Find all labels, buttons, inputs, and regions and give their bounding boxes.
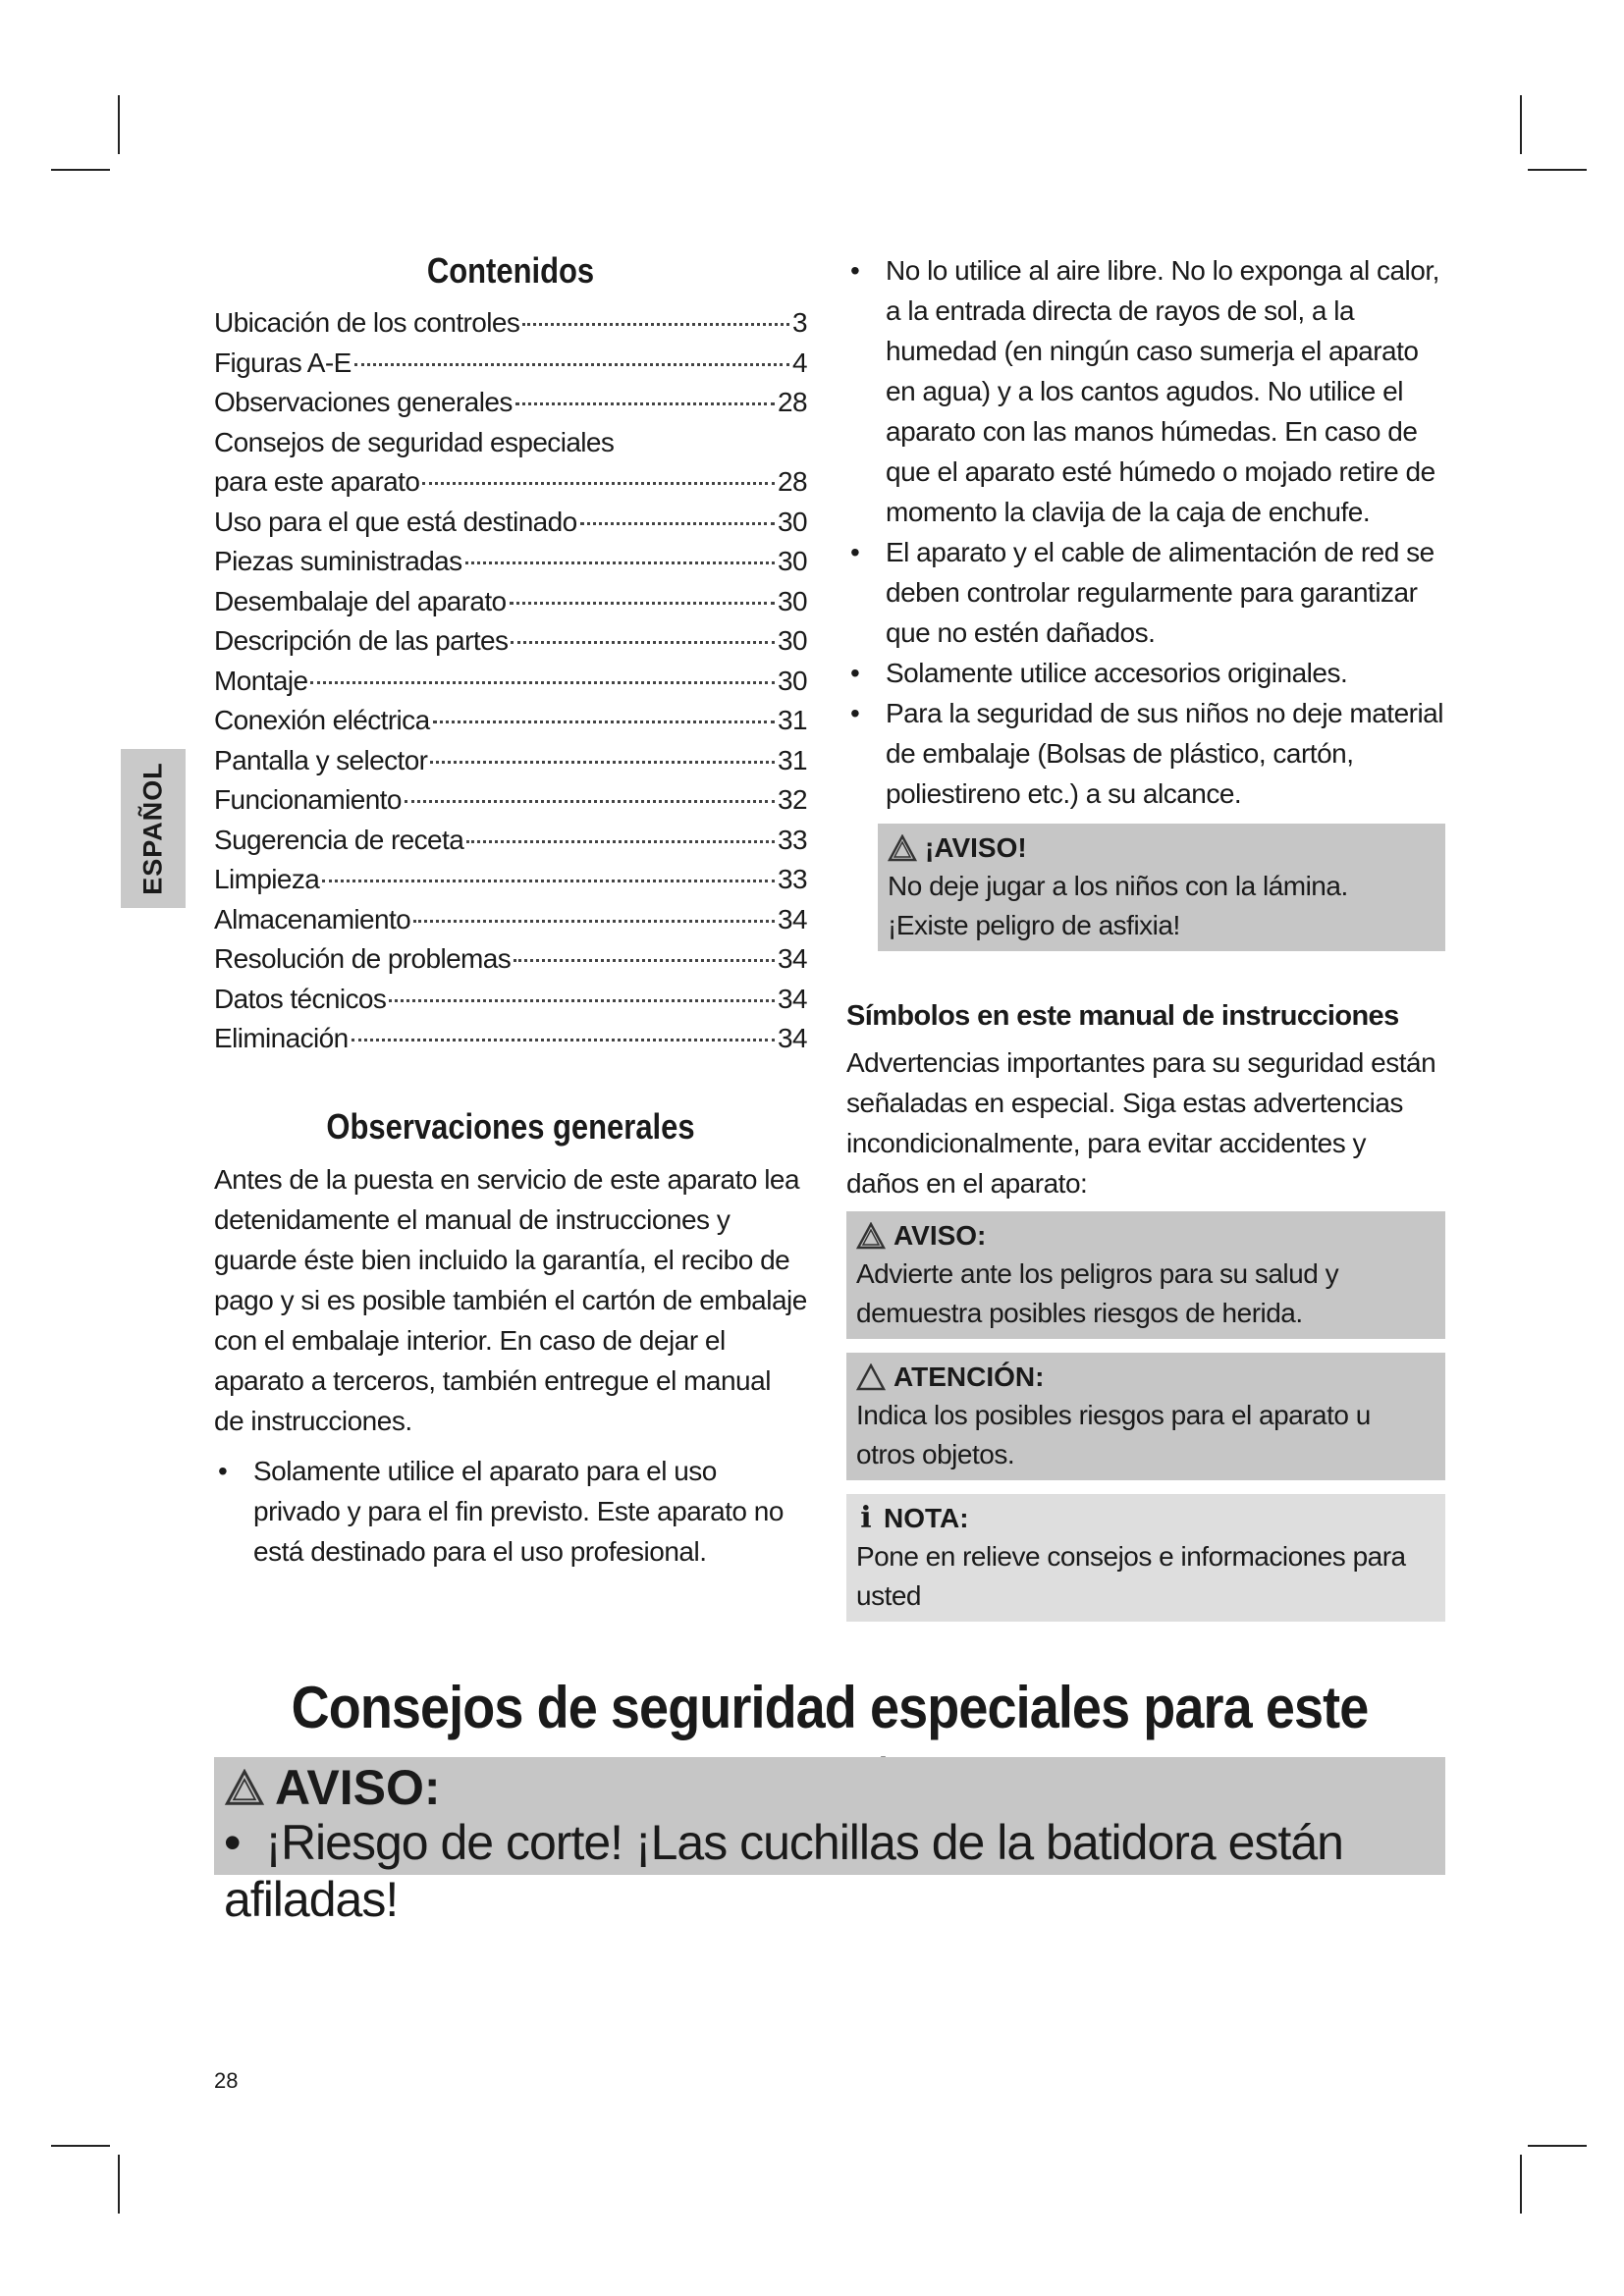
toc-entry-page: 31 xyxy=(778,705,807,735)
toc-leader-dots xyxy=(413,920,775,923)
toc-entry-label: Conexión eléctrica xyxy=(214,705,430,735)
toc-entry xyxy=(214,821,807,861)
toc-entry-label: Piezas suministradas xyxy=(214,546,462,576)
toc-entry-label: Montaje xyxy=(214,665,308,696)
child-warning-text: No deje jugar a los niños con la lámina. ¡Existe peligro de asfixia! xyxy=(888,871,1348,940)
list-item: • El aparato y el cable de alimentación de red se deben controlar regularmente para garantizar que no estén dañados. xyxy=(846,532,1445,653)
toc-entry-label: Funcionamiento xyxy=(214,784,402,815)
toc-leader-dots xyxy=(515,402,775,405)
symbols-title: Símbolos en este manual de instrucciones xyxy=(846,1000,1399,1032)
toc-leader-dots xyxy=(322,880,775,882)
toc-entry-label: Descripción de las partes xyxy=(214,625,509,656)
toc-entry xyxy=(214,582,807,622)
toc-entry-label: Sugerencia de receta xyxy=(214,824,464,855)
aviso-box xyxy=(846,1211,1445,1339)
toc-entry xyxy=(214,780,807,821)
language-tab-label: ESPAÑOL xyxy=(137,762,168,895)
info-icon: i xyxy=(860,1501,872,1535)
atencion-box xyxy=(846,1353,1445,1480)
toc-entry-page: 30 xyxy=(778,585,807,616)
warning-triangle-icon xyxy=(888,834,917,862)
toc-leader-dots xyxy=(310,681,775,684)
safety-bullet: • ¡Riesgo de corte! ¡Las cuchillas de la batidora están afiladas! xyxy=(224,1815,1343,1927)
toc-entry xyxy=(214,503,807,543)
crop-mark xyxy=(1528,169,1587,171)
crop-mark xyxy=(118,2155,120,2214)
toc-entry-label: Ubicación de los controles xyxy=(214,307,520,338)
page-number: 28 xyxy=(214,2068,239,2093)
toc-entry-label: Resolución de problemas xyxy=(214,943,512,974)
warning-triangle-icon xyxy=(856,1222,886,1250)
toc-entry-page: 30 xyxy=(778,506,807,537)
safety-warning-box xyxy=(214,1757,1445,1927)
toc-entry xyxy=(214,383,807,423)
list-item: • No lo utilice al aire libre. No lo exponga al calor, a la entrada directa de rayos de sol, a la humedad (en ningún caso sumerja el aparato en agua) y a los cantos agudos. No utilice el aparato con las manos húmedas. En caso de que el aparato esté húmedo o mojado retire de momento la clavija de la caja de enchufe. xyxy=(846,250,1445,532)
toc-leader-dots xyxy=(511,641,775,644)
list-item: • Para la seguridad de sus niños no deje material de embalaje (Bolsas de plástico, cartón, poliestireno etc.) a su alcance. xyxy=(846,693,1445,814)
nota-box xyxy=(846,1494,1445,1622)
toc-entry-page: 34 xyxy=(778,903,807,934)
toc-entry xyxy=(214,860,807,900)
toc-entry-page: 3 xyxy=(792,307,807,338)
aviso-title: AVISO: xyxy=(856,1217,1435,1255)
toc-leader-dots xyxy=(389,999,775,1002)
right-column xyxy=(846,250,1445,1622)
toc-entry xyxy=(214,900,807,940)
toc-entry-label: Desembalaje del aparato xyxy=(214,585,507,616)
warning-triangle-icon xyxy=(224,1769,265,1806)
toc-entry-label: Figuras A-E xyxy=(214,347,352,378)
toc-entry xyxy=(214,423,807,463)
toc-entry-page: 28 xyxy=(778,466,807,497)
contents-title: Contenidos xyxy=(426,250,595,291)
crop-mark xyxy=(1520,95,1522,154)
toc-entry xyxy=(214,939,807,980)
toc-entry xyxy=(214,303,807,344)
crop-mark xyxy=(51,2145,110,2147)
toc-entry xyxy=(214,1019,807,1059)
toc-leader-dots xyxy=(430,761,775,764)
toc-entry-label: Datos técnicos xyxy=(214,983,387,1014)
toc-entry xyxy=(214,741,807,781)
language-tab xyxy=(121,749,186,908)
toc-entry-label: Eliminación xyxy=(214,1023,349,1053)
general-bullets-right xyxy=(846,250,1445,814)
toc-entry-page: 31 xyxy=(778,744,807,775)
toc-leader-dots xyxy=(405,800,775,803)
toc-entry-page: 32 xyxy=(778,784,807,815)
toc-entry-page: 30 xyxy=(778,665,807,696)
toc-leader-dots xyxy=(466,840,775,843)
crop-mark xyxy=(51,169,110,171)
list-item: • Solamente utilice el aparato para el uso privado y para el fin previsto. Este aparato no está destinado para el uso profesional. xyxy=(214,1451,807,1572)
toc-entry xyxy=(214,980,807,1020)
toc-entry-page: 28 xyxy=(778,387,807,417)
toc-entry xyxy=(214,542,807,582)
toc-leader-dots xyxy=(354,363,789,366)
toc-leader-dots xyxy=(433,721,776,723)
toc-entry-page: 33 xyxy=(778,824,807,855)
safety-title: Consejos de seguridad especiales para este xyxy=(291,1675,1369,1740)
toc-leader-dots xyxy=(465,561,775,564)
atencion-text: Indica los posibles riesgos para el aparato u otros objetos. xyxy=(856,1400,1371,1469)
toc-entry xyxy=(214,662,807,702)
safety-warning-title: AVISO: xyxy=(224,1759,441,1816)
caution-triangle-icon xyxy=(856,1363,886,1391)
general-title: Observaciones generales xyxy=(326,1105,695,1147)
nota-text: Pone en relieve consejos e informaciones para usted xyxy=(856,1541,1406,1611)
toc-entry-page: 33 xyxy=(778,864,807,894)
toc-entry-page: 34 xyxy=(778,943,807,974)
toc-entry-page: 34 xyxy=(778,1023,807,1053)
bullet-glyph: • xyxy=(224,1815,266,1870)
toc-entry-page: 30 xyxy=(778,546,807,576)
toc-leader-dots xyxy=(510,602,776,605)
toc-entry xyxy=(214,462,807,503)
crop-mark xyxy=(1528,2145,1587,2147)
toc-leader-dots xyxy=(514,959,775,962)
toc-entry xyxy=(214,344,807,384)
toc-leader-dots xyxy=(422,482,775,485)
symbols-intro: Advertencias importantes para su seguridad están señaladas en especial. Siga estas advertencias incondicionalmente, para evitar accidentes y daños en el aparato: xyxy=(846,1047,1436,1199)
toc-leader-dots xyxy=(522,323,789,326)
toc-entry-label: Uso para el que está destinado xyxy=(214,506,577,537)
table-of-contents xyxy=(214,303,807,1059)
child-warning-title: ¡AVISO! xyxy=(888,829,1435,867)
toc-entry-page: 34 xyxy=(778,983,807,1014)
general-bullets-left xyxy=(214,1451,807,1572)
toc-leader-dots xyxy=(580,522,775,525)
toc-entry-label: Limpieza xyxy=(214,864,320,894)
toc-entry xyxy=(214,701,807,741)
aviso-text: Advierte ante los peligros para su salud y demuestra posibles riesgos de herida. xyxy=(856,1258,1339,1328)
nota-title: i NOTA: xyxy=(856,1500,1435,1537)
toc-entry-label: para este aparato xyxy=(214,466,420,497)
toc-entry-label: Almacenamiento xyxy=(214,903,411,934)
toc-entry-page: 30 xyxy=(778,625,807,656)
crop-mark xyxy=(118,95,120,154)
general-paragraph: Antes de la puesta en servicio de este aparato lea detenidamente el manual de instrucciones y guarde éste bien incluido la garantía, el recibo de pago y si es posible también el cartón de embalaje con el embalaje interior. En caso de dejar el aparato a terceros, también entregue el manual de instrucciones. xyxy=(214,1163,807,1436)
toc-entry-page: 4 xyxy=(792,347,807,378)
list-item: • Solamente utilice accesorios originales. xyxy=(846,653,1445,693)
toc-entry-label: Observaciones generales xyxy=(214,387,513,417)
atencion-title: ATENCIÓN: xyxy=(856,1359,1435,1396)
child-warning-box xyxy=(878,824,1445,951)
toc-entry-label: Pantalla y selector xyxy=(214,744,428,775)
left-column xyxy=(214,250,807,1572)
toc-entry-label: Consejos de seguridad especiales xyxy=(214,426,615,457)
toc-entry xyxy=(214,621,807,662)
crop-mark xyxy=(1520,2155,1522,2214)
toc-leader-dots xyxy=(352,1039,775,1041)
